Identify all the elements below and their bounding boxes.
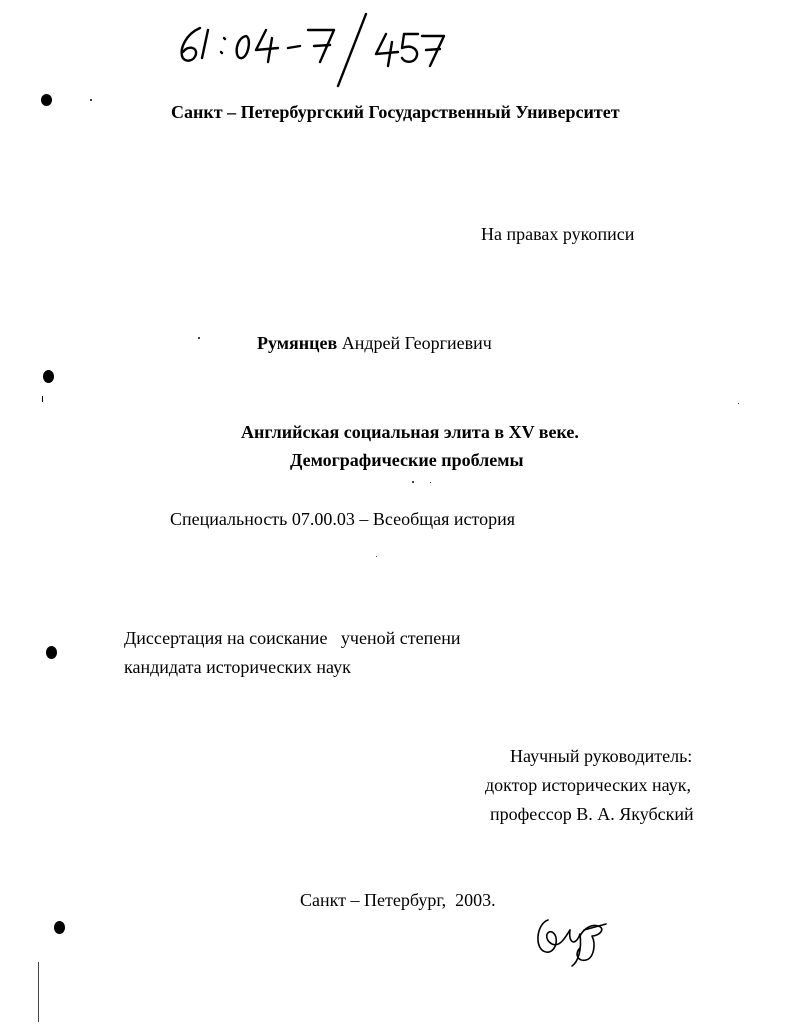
- supervisor-degree: доктор исторических наук,: [485, 775, 691, 795]
- scan-speck: [430, 482, 431, 483]
- scan-edge-line: [38, 962, 39, 1022]
- author-surname: Румянцев: [257, 333, 338, 353]
- university-name: Санкт – Петербургский Государственный Университет: [171, 102, 620, 122]
- author-given-names: Андрей Георгиевич: [341, 333, 492, 353]
- dissertation-line-2: кандидата исторических наук: [124, 657, 351, 677]
- place-and-year: Санкт – Петербург, 2003.: [300, 890, 496, 910]
- punch-hole-2: [43, 370, 54, 383]
- supervisor-label: Научный руководитель:: [510, 746, 693, 766]
- author-line: [257, 332, 492, 354]
- scan-speck: [90, 99, 92, 101]
- title-line-2: Демографические проблемы: [290, 450, 524, 470]
- speciality: Специальность 07.00.03 – Всеобщая история: [170, 509, 516, 529]
- scan-speck: [412, 481, 414, 483]
- dissertation-line-1: Диссертация на соискание ученой степени: [124, 628, 461, 648]
- scan-speck: [738, 403, 739, 404]
- rights-note: На правах рукописи: [481, 224, 635, 244]
- scan-speck: [42, 396, 43, 402]
- scan-speck: [198, 337, 200, 339]
- punch-hole-1: [41, 94, 52, 106]
- punch-hole-4: [54, 921, 65, 934]
- supervisor-name: профессор В. А. Якубский: [490, 804, 694, 824]
- scan-speck: [376, 556, 377, 557]
- title-line-1: Английская социальная элита в XV веке.: [241, 422, 579, 442]
- punch-hole-3: [46, 646, 57, 659]
